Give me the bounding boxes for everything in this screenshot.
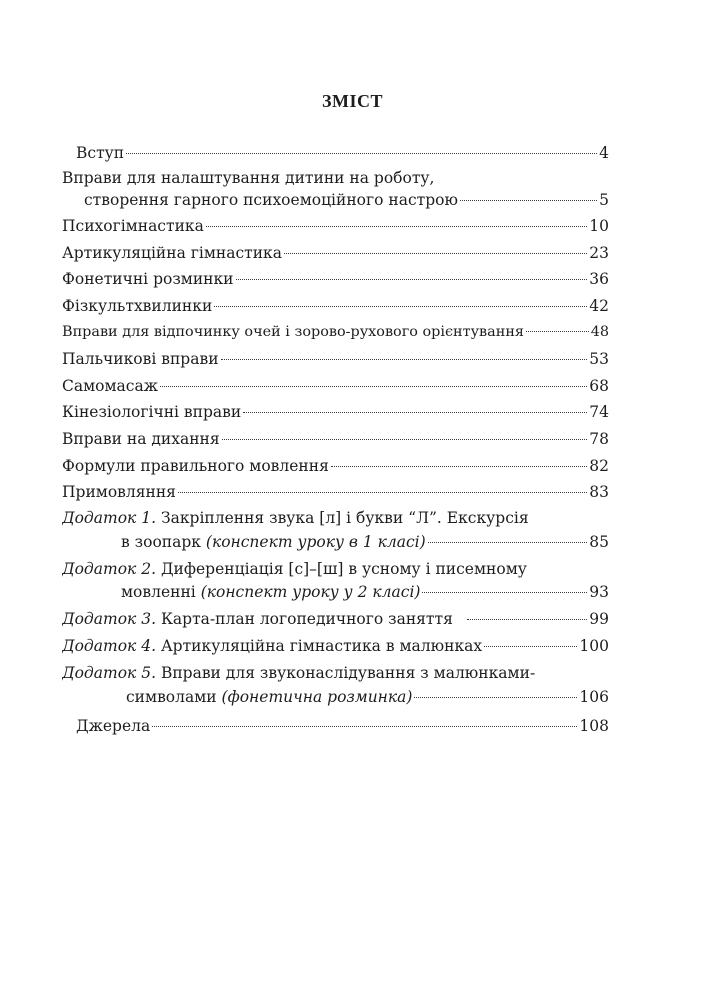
leader-dots — [422, 592, 587, 593]
toc-entry-page: 85 — [589, 533, 609, 551]
toc-entry — [62, 243, 609, 263]
toc-entry — [62, 609, 609, 629]
appendix-prefix: Додаток 4. — [62, 637, 156, 655]
toc-entry-label-line1 — [62, 663, 535, 683]
leader-dots — [152, 726, 577, 727]
toc-entry — [62, 456, 609, 476]
toc-entry-label-line — [62, 636, 482, 656]
toc-entry — [62, 482, 609, 502]
toc-entry-label: символами — [126, 688, 217, 706]
leader-dots — [484, 646, 577, 647]
toc-entry-label: Вправи для налаштування дитини на роботу, — [62, 169, 435, 187]
toc-entry — [62, 429, 609, 449]
appendix-prefix: Додаток 1. — [62, 509, 156, 527]
toc-entry-label-line — [62, 609, 453, 629]
toc-entry-label: Артикуляційна гімнастика в малюнках — [160, 637, 483, 655]
toc-entry — [62, 402, 609, 422]
leader-dots — [236, 279, 588, 280]
toc-entry-label: Вправи для відпочинку очей і зорово-рухового орієнтування — [62, 324, 524, 340]
leader-dots — [414, 697, 577, 698]
leader-dots — [467, 619, 587, 620]
toc-entry-label: Психогімнастика — [62, 217, 204, 235]
leader-dots — [221, 359, 588, 360]
toc-entry-page: 42 — [589, 297, 609, 315]
toc-entry-page: 53 — [589, 350, 609, 368]
toc-entry-page: 36 — [589, 270, 609, 288]
toc-entry-label: Фонетичні розминки — [62, 270, 234, 288]
toc-entry-line1 — [62, 559, 609, 579]
leader-dots — [243, 412, 587, 413]
toc-entry-label: Самомасаж — [62, 377, 158, 395]
toc-entry — [121, 532, 609, 552]
leader-dots — [526, 331, 589, 332]
toc-entry — [62, 216, 609, 236]
leader-dots — [206, 226, 587, 227]
toc-entry-note: (конспект уроку в 1 класі) — [205, 533, 426, 551]
toc-entry-label-line2 — [126, 687, 412, 707]
toc-entry-page: 4 — [599, 144, 609, 162]
toc-entry-label: Фізкультхвилинки — [62, 297, 213, 315]
toc-entry-page: 100 — [579, 637, 609, 655]
toc-entry-page: 99 — [589, 610, 609, 628]
leader-dots — [160, 386, 587, 387]
leader-dots — [460, 200, 597, 201]
appendix-prefix: Додаток 5. — [62, 664, 156, 682]
toc-entry-page: 48 — [590, 324, 609, 340]
toc-entry-label: Кінезіологічні вправи — [62, 403, 242, 421]
appendix-prefix: Додаток 2. — [62, 560, 156, 578]
toc-entry-note: (конспект уроку у 2 класі) — [200, 583, 421, 601]
toc-entry-line1 — [62, 168, 609, 188]
toc-entry — [121, 582, 609, 602]
toc-entry-label-line1 — [62, 559, 527, 579]
toc-entry-line1 — [62, 663, 609, 683]
toc-entry-page: 83 — [589, 483, 609, 501]
toc-entry — [76, 143, 609, 163]
toc-entry-label-line2 — [121, 582, 420, 602]
toc-entry-label: Примовляння — [62, 483, 176, 501]
toc-entry-page: 5 — [599, 191, 609, 209]
toc-entry-label-line2 — [121, 532, 426, 552]
leader-dots — [331, 466, 587, 467]
toc-entry-label: Пальчикові вправи — [62, 350, 219, 368]
leader-dots — [222, 439, 588, 440]
toc-entry-page: 23 — [589, 244, 609, 262]
toc-entry-label: Вправи для звуконаслідування з малюнками- — [160, 664, 536, 682]
toc-entry-label: Формули правильного мовлення — [62, 457, 329, 475]
toc-entry-page: 78 — [589, 430, 609, 448]
toc-entry-label: Вправи на дихання — [62, 430, 220, 448]
leader-dots — [214, 306, 587, 307]
toc-entry-page: 10 — [589, 217, 609, 235]
toc-entry-page: 106 — [579, 688, 609, 706]
toc-entry-page: 68 — [589, 377, 609, 395]
appendix-prefix: Додаток 3. — [62, 610, 156, 628]
toc-entry-label: Карта-план логопедичного заняття — [160, 610, 453, 628]
toc-entry-label: Вступ — [76, 144, 125, 162]
toc-entry-page: 74 — [589, 403, 609, 421]
toc-entry-label: мовленні — [121, 583, 196, 601]
toc-entry-page: 82 — [589, 457, 609, 475]
toc-entry-label: Джерела — [76, 717, 151, 735]
toc-entry — [76, 716, 609, 736]
toc-entry-label-line1 — [62, 508, 529, 528]
toc-entry — [62, 349, 609, 369]
toc-entry — [126, 687, 609, 707]
toc-entry-label: Закріплення звука [л] і букви “Л”. Екскурсія — [160, 509, 529, 527]
toc-entry — [62, 376, 609, 396]
toc-entry-label: Диференціація [с]–[ш] в усному і писемному — [160, 560, 527, 578]
toc-entry — [62, 322, 609, 342]
toc-entry-note: (фонетична розминка) — [221, 688, 413, 706]
toc-entry-label: створення гарного психоемоційного настрою — [84, 191, 458, 209]
toc-entry-line1 — [62, 508, 609, 528]
page-title: ЗМІСТ — [322, 91, 383, 111]
toc-entry — [62, 636, 609, 656]
leader-dots — [178, 492, 587, 493]
toc-entry — [84, 190, 609, 210]
toc-entry-label: в зоопарк — [121, 533, 201, 551]
leader-dots — [284, 253, 587, 254]
toc-entry-page: 108 — [579, 717, 609, 735]
leader-dots — [126, 153, 597, 154]
leader-dots — [428, 542, 588, 543]
toc-entry-page: 93 — [589, 583, 609, 601]
toc-entry-label: Артикуляційна гімнастика — [62, 244, 282, 262]
toc-entry — [62, 269, 609, 289]
toc-entry — [62, 296, 609, 316]
